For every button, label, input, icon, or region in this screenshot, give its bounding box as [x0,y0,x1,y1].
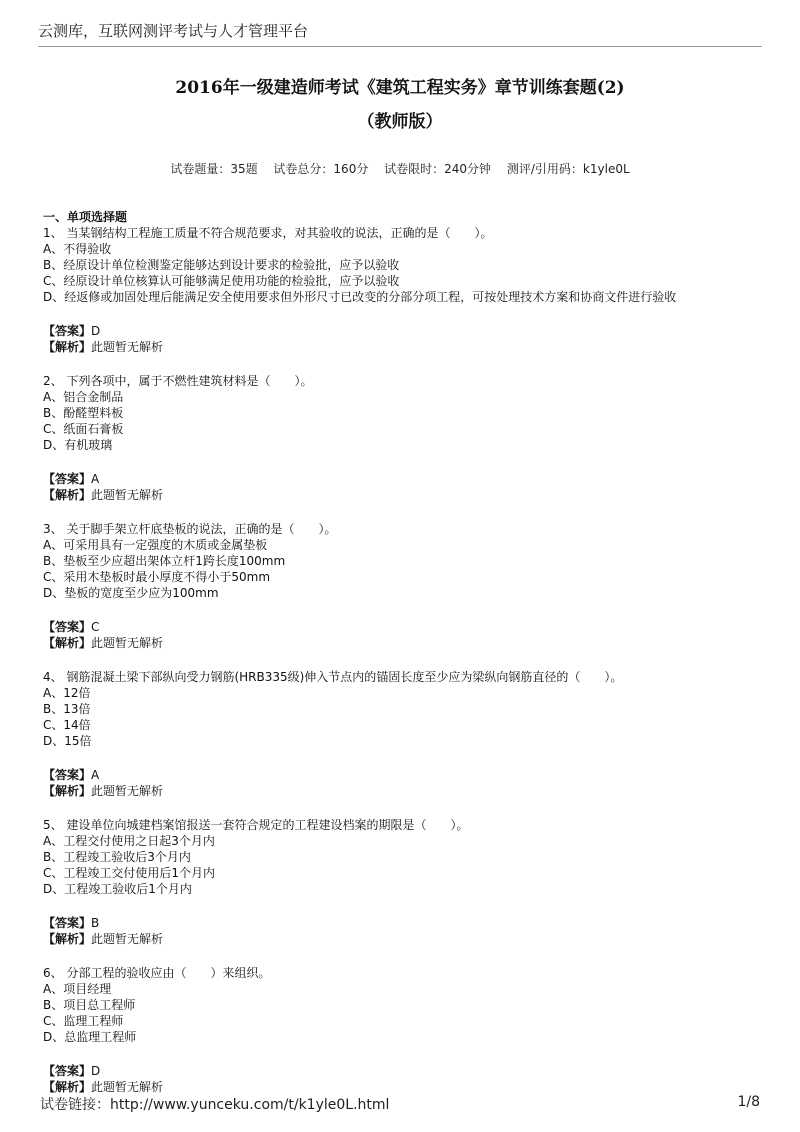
question-1 [43,225,763,355]
option-b: B、项目总工程师 [43,998,136,1012]
exam-link-label: 试卷链接： [40,1097,110,1113]
question-stem: 2、 下列各项中，属于不燃性建筑材料是（ ）。 [43,374,313,388]
analysis-line [43,635,763,651]
answer-line [43,767,763,783]
option-d: D、有机玻璃 [43,438,113,452]
analysis-tag: 【解析】 [43,932,92,946]
analysis-tag: 【解析】 [43,340,92,354]
answer-value: A [91,472,100,486]
analysis-line [43,339,763,355]
question-5 [43,817,763,947]
reference-code: 测评/引用码：k1yle0L [506,162,630,176]
section-title: 一、单项选择题 [43,210,128,224]
answer-value: A [91,768,100,782]
question-4 [43,669,763,799]
answer-line [43,1063,763,1079]
option-a: A、铝合金制品 [43,390,124,404]
option-c: C、监理工程师 [43,1014,124,1028]
option-b: B、工程竣工验收后3个月内 [43,850,191,864]
option-b: B、13倍 [43,702,91,716]
option-a: A、工程交付使用之日起3个月内 [43,834,215,848]
answer-line [43,471,763,487]
exam-meta [0,160,800,177]
question-count: 试卷题量：35题 [170,162,258,176]
analysis-tag: 【解析】 [43,1080,92,1094]
answer-tag: 【答案】 [43,768,92,782]
site-header: 云测库，互联网测评考试与人才管理平台 [38,22,309,40]
question-stem: 3、 关于脚手架立杆底垫板的说法，正确的是（ ）。 [43,522,337,536]
option-d: D、15倍 [43,734,92,748]
question-stem: 5、 建设单位向城建档案馆报送一套符合规定的工程建设档案的期限是（ ）。 [43,818,469,832]
option-d: D、垫板的宽度至少应为100mm [43,586,219,600]
page-number: 1/8 [737,1094,760,1110]
time-limit: 试卷限时：240分钟 [384,162,492,176]
analysis-text: 此题暂无解析 [91,636,164,650]
question-stem: 1、 当某钢结构工程施工质量不符合规范要求，对其验收的说法，正确的是（ ）。 [43,226,493,240]
question-3 [43,521,763,651]
analysis-text: 此题暂无解析 [91,488,164,502]
question-6 [43,965,763,1095]
answer-tag: 【答案】 [43,916,92,930]
answer-value: B [91,916,100,930]
option-a: A、不得验收 [43,242,112,256]
option-b: B、酚醛塑料板 [43,406,124,420]
option-c: C、纸面石膏板 [43,422,124,436]
answer-tag: 【答案】 [43,324,92,338]
option-d: D、经返修或加固处理后能满足安全使用要求但外形尺寸已改变的分部分项工程，可按处理技术方案和协商文件进行验收 [43,290,677,304]
exam-link[interactable]: http://www.yunceku.com/t/k1yle0L.html [110,1097,390,1113]
option-a: A、可采用具有一定强度的木质或金属垫板 [43,538,268,552]
analysis-line [43,1079,763,1095]
analysis-tag: 【解析】 [43,488,92,502]
option-b: B、垫板至少应超出架体立杆1跨长度100mm [43,554,286,568]
answer-value: D [91,324,101,338]
question-stem: 6、 分部工程的验收应由（ ）来组织。 [43,966,271,980]
page-footer [40,1094,760,1114]
page-title: 2016年一级建造师考试《建筑工程实务》章节训练套题(2) [175,78,625,98]
answer-value: C [91,620,100,634]
option-c: C、14倍 [43,718,91,732]
option-a: A、12倍 [43,686,91,700]
option-c: C、经原设计单位核算认可能够满足使用功能的检验批，应予以验收 [43,274,400,288]
analysis-tag: 【解析】 [43,784,92,798]
analysis-text: 此题暂无解析 [91,340,164,354]
total-score: 试卷总分：160分 [273,162,369,176]
answer-tag: 【答案】 [43,472,92,486]
analysis-text: 此题暂无解析 [91,1080,164,1094]
answer-line [43,915,763,931]
answer-line [43,323,763,339]
analysis-text: 此题暂无解析 [91,784,164,798]
option-c: C、采用木垫板时最小厚度不得小于50mm [43,570,271,584]
answer-tag: 【答案】 [43,1064,92,1078]
analysis-tag: 【解析】 [43,636,92,650]
analysis-line [43,487,763,503]
question-stem: 4、 钢筋混凝土梁下部纵向受力钢筋(HRB335级)伸入节点内的锚固长度至少应为梁纵向钢筋直径的（ ）。 [43,670,623,684]
question-2 [43,373,763,503]
answer-line [43,619,763,635]
answer-tag: 【答案】 [43,620,92,634]
option-d: D、工程竣工验收后1个月内 [43,882,192,896]
question-list [43,209,763,1113]
analysis-line [43,931,763,947]
page-subtitle: （教师版） [357,112,443,132]
option-b: B、经原设计单位检测鉴定能够达到设计要求的检验批，应予以验收 [43,258,400,272]
option-d: D、总监理工程师 [43,1030,137,1044]
option-c: C、工程竣工交付使用后1个月内 [43,866,216,880]
analysis-line [43,783,763,799]
analysis-text: 此题暂无解析 [91,932,164,946]
answer-value: D [91,1064,101,1078]
option-a: A、项目经理 [43,982,112,996]
header-divider [38,46,762,47]
